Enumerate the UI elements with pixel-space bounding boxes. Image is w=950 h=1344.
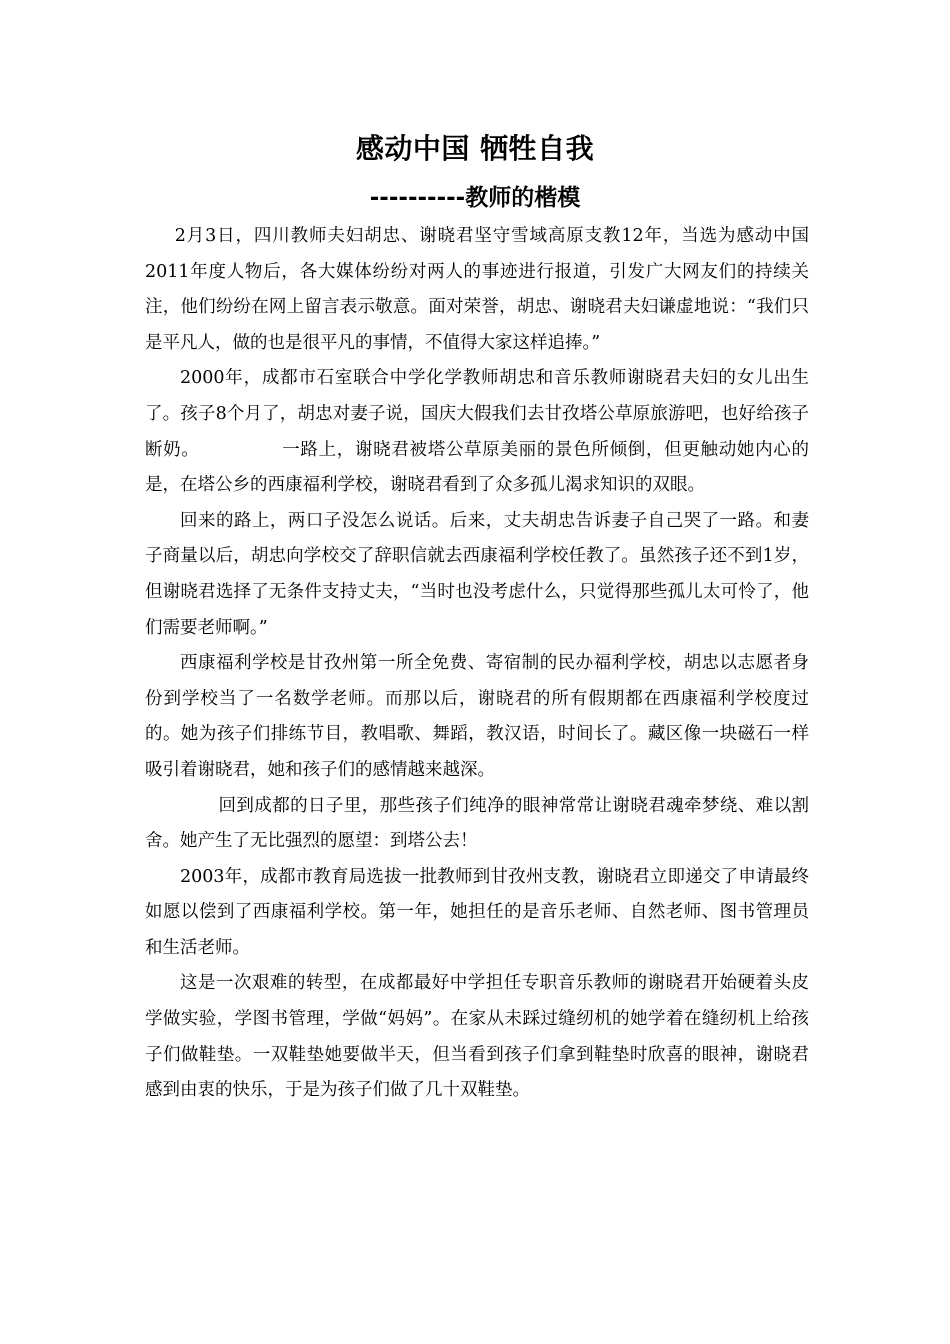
paragraph-7: 2003年，成都市教育局选拔一批教师到甘孜州支教，谢晓君立即递交了申请最终如愿以偿到了西康福利学校。第一年，她担任的是音乐老师、自然老师、图书管理员和生活老师。	[145, 866, 809, 958]
paragraph-8: 这是一次艰难的转型，在成都最好中学担任专职音乐教师的谢晓君开始硬着头皮学做实验，学图书管理，学做“妈妈”。在家从未踩过缝纫机的她学着在缝纫机上给孩子们做鞋垫。一双鞋垫她要做半天，但当看到孩子们拿到鞋垫时欣喜的眼神，谢晓君感到由衷的快乐，于是为孩子们做了几十双鞋垫。	[145, 973, 809, 1101]
paragraph-4: 回来的路上，两口子没怎么说话。后来，丈夫胡忠告诉妻子自己哭了一路。和妻子商量以后，胡忠向学校交了辞职信就去西康福利学校任教了。虽然孩子还不到1岁，但谢晓君选择了无条件支持丈夫，“当时也没考虑什么，只觉得那些孤儿太可怜了，他们需要老师啊。”	[145, 510, 809, 638]
document-title: 感动中国 牺牲自我	[355, 132, 595, 165]
paragraph-6: 回到成都的日子里，那些孩子们纯净的眼神常常让谢晓君魂牵梦绕、难以割舍。她产生了无比强烈的愿望：到塔公去！	[145, 795, 809, 852]
document-body	[145, 219, 809, 1109]
paragraph-2	[145, 361, 809, 503]
paragraph-5: 西康福利学校是甘孜州第一所全免费、寄宿制的民办福利学校，胡忠以志愿者身份到学校当了一名数学老师。而那以后，谢晓君的所有假期都在西康福利学校度过的。她为孩子们排练节目，教唱歌、舞蹈，教汉语，时间长了。藏区像一块磁石一样吸引着谢晓君，她和孩子们的感情越来越深。	[145, 653, 809, 780]
document-subtitle: ----------教师的楷模	[369, 185, 581, 211]
paragraph-3-text: 一路上，谢晓君被塔公草原美丽的景色所倾倒，但更触动她内心的是，在塔公乡的西康福利学校，谢晓君看到了众多孤儿渴求知识的双眼。	[145, 439, 809, 496]
paragraph-2-text: 2000年，成都市石室联合中学化学教师胡忠和音乐教师谢晓君夫妇的女儿出生了。孩子8个月了，胡忠对妻子说，国庆大假我们去甘孜塔公草原旅游吧，也好给孩子断奶。	[145, 368, 809, 460]
paragraph-1: 2月3日，四川教师夫妇胡忠、谢晓君坚守雪域高原支教12年，当选为感动中国2011年度人物后，各大媒体纷纷对两人的事迹进行报道，引发广大网友们的持续关注，他们纷纷在网上留言表示敬意。面对荣誉，胡忠、谢晓君夫妇谦虚地说：“我们只是平凡人，做的也是很平凡的事情，不值得大家这样追捧。”	[145, 226, 809, 353]
